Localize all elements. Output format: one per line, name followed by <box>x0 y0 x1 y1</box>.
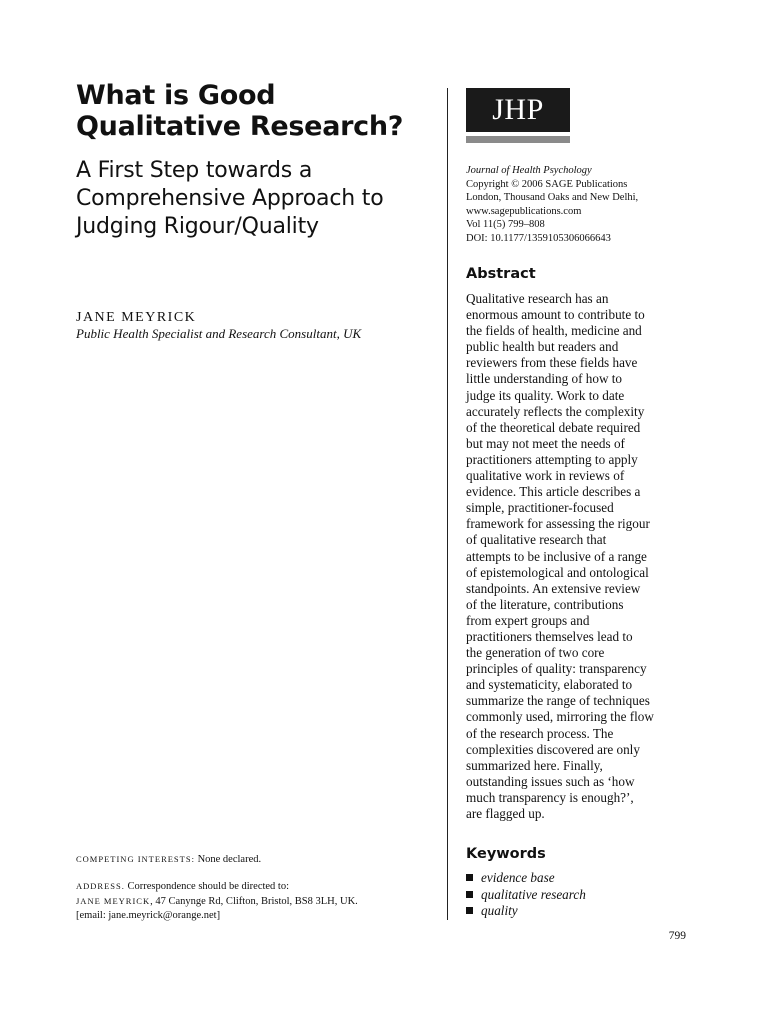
address-line <box>76 879 436 894</box>
article-title <box>76 80 416 142</box>
address-text: Correspondence should be directed to: <box>124 881 290 892</box>
abstract-line: of the research process. The <box>466 725 614 741</box>
abstract-line: commonly used, mirroring the flow <box>466 709 654 725</box>
journal-info <box>466 164 706 245</box>
footnotes <box>76 852 436 923</box>
abstract-line: standpoints. An extensive review <box>466 580 641 596</box>
square-bullet-icon <box>466 907 473 914</box>
journal-name: Journal of Health Psychology <box>466 165 592 176</box>
abstract-line: much transparency is enough?’, <box>466 789 634 805</box>
abstract-line: of the literature, contributions <box>466 596 624 612</box>
abstract-line: enormous amount to contribute to <box>466 307 645 323</box>
abstract-line: public health but readers and <box>466 339 619 355</box>
abstract-line: the generation of two core <box>466 645 605 661</box>
article-subtitle-line: Comprehensive Approach to <box>76 186 384 211</box>
abstract-line: of the theoretical debate required <box>466 419 641 435</box>
abstract-line: judge its quality. Work to date <box>466 387 625 403</box>
keyword-item: quality <box>466 903 586 920</box>
abstract-line: complexities discovered are only <box>466 741 640 757</box>
journal-copyright: Copyright © 2006 SAGE Publications <box>466 178 628 190</box>
abstract-line: attempts to be inclusive of a range <box>466 548 647 564</box>
keyword-item: qualitative research <box>466 887 586 904</box>
journal-doi: DOI: 10.1177/1359105306066643 <box>466 232 611 244</box>
abstract-line: framework for assessing the rigour <box>466 516 650 532</box>
journal-logo: JHP <box>466 88 570 132</box>
abstract-line: summarized here. Finally, <box>466 757 603 773</box>
square-bullet-icon <box>466 874 473 881</box>
article-subtitle-line: A First Step towards a <box>76 158 313 183</box>
abstract-line: and systematicity, elaborated to <box>466 677 633 693</box>
competing-interests-label: COMPETING INTERESTS: <box>76 854 195 864</box>
abstract-line: but may not meet the needs of <box>466 435 625 451</box>
abstract-line: accurately reflects the complexity <box>466 403 645 419</box>
email-line: [email: jane.meyrick@orange.net] <box>76 910 221 921</box>
address-label: ADDRESS. <box>76 881 125 891</box>
competing-interests-line <box>76 852 436 867</box>
article-title-line: Qualitative Research? <box>76 111 404 142</box>
keyword-item: evidence base <box>466 870 586 887</box>
address-street: , 47 Canynge Rd, Clifton, Bristol, BS8 3LH, UK. <box>150 896 358 907</box>
abstract-line: Qualitative research has an <box>466 291 609 306</box>
column-divider <box>447 88 448 920</box>
abstract-line: of qualitative research that <box>466 532 607 548</box>
competing-interests-text: None declared. <box>194 854 262 865</box>
abstract-line: of epistemological and ontological <box>466 564 649 580</box>
abstract-heading: Abstract <box>466 266 536 282</box>
abstract-line: practitioners themselves lead to <box>466 628 633 644</box>
journal-volume: Vol 11(5) 799–808 <box>466 219 545 230</box>
author-name: JANE MEYRICK <box>76 310 197 325</box>
article-title-line: What is Good <box>76 80 276 111</box>
abstract-line: outstanding issues such as ‘how <box>466 773 635 789</box>
journal-location: London, Thousand Oaks and New Delhi, <box>466 192 639 203</box>
abstract-line: qualitative work in reviews of <box>466 468 625 484</box>
abstract-line: the fields of health, medicine and <box>466 323 642 339</box>
keywords-heading: Keywords <box>466 846 546 862</box>
journal-website: www.sagepublications.com <box>466 205 582 217</box>
keywords-list <box>466 870 586 920</box>
abstract-body <box>466 291 698 822</box>
abstract-line: principles of quality: transparency <box>466 661 647 677</box>
abstract-line: simple, practitioner-focused <box>466 500 614 516</box>
address-name: JANE MEYRICK <box>76 896 151 906</box>
abstract-line: are flagged up. <box>466 806 545 821</box>
page-number: 799 <box>668 930 686 942</box>
abstract-line: practitioners attempting to apply <box>466 451 638 467</box>
abstract-line: little understanding of how to <box>466 371 623 387</box>
abstract-line: evidence. This article describes a <box>466 484 641 500</box>
article-subtitle-line: Judging Rigour/Quality <box>76 214 319 239</box>
address-detail-line <box>76 894 436 909</box>
article-subtitle <box>76 157 436 241</box>
square-bullet-icon <box>466 891 473 898</box>
abstract-line: reviewers from these fields have <box>466 355 638 371</box>
journal-logo-underline <box>466 136 570 143</box>
abstract-line: from expert groups and <box>466 612 590 628</box>
author-affiliation: Public Health Specialist and Research Consultant, UK <box>76 326 362 341</box>
abstract-line: summarize the range of techniques <box>466 693 650 709</box>
